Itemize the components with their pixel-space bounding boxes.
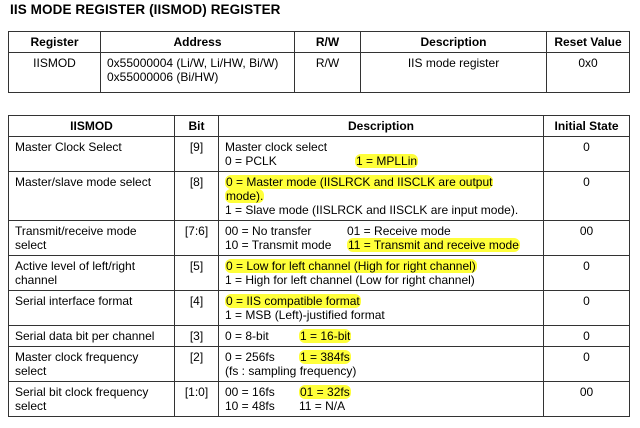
column-header: Description: [361, 32, 547, 53]
description-line: 1 = High for left channel (Low for right channel): [225, 273, 475, 287]
description-line: [225, 259, 537, 273]
option-text: 01 = Receive mode: [347, 224, 451, 238]
table-row: [9, 326, 630, 347]
highlighted-option: 0 = IIS compatible format: [226, 294, 360, 308]
column-header: Reset Value: [547, 32, 630, 53]
field-description: [219, 347, 544, 382]
field-name-line: select: [15, 399, 47, 413]
table-header-row: [9, 32, 630, 53]
table-header-row: [9, 116, 630, 137]
field-description: [219, 326, 544, 347]
field-bit: [3]: [175, 326, 219, 347]
field-name: [9, 221, 175, 256]
table-row: [9, 172, 630, 221]
field-bit: [5]: [175, 256, 219, 291]
description-line: Master clock select: [225, 140, 328, 154]
address-line: 0x55000004 (Li/W, Li/HW, Bi/W): [107, 56, 279, 70]
option-text: 0 = 8-bit: [225, 329, 269, 343]
field-name: [9, 256, 175, 291]
field-initial-state: 0: [544, 291, 630, 326]
field-name: Serial interface format: [9, 291, 175, 326]
highlighted-option: 01 = 32fs: [300, 385, 350, 399]
register-name: IISMOD: [9, 53, 101, 93]
field-bit: [8]: [175, 172, 219, 221]
option-text: 10 = 48fs: [225, 399, 275, 413]
highlighted-option: 0 = Master mode (IISLRCK and IISCLK are output: [226, 175, 493, 189]
page-title: IIS MODE REGISTER (IISMOD) REGISTER: [10, 2, 281, 17]
table-row: [9, 137, 630, 172]
field-name-line: Transmit/receive mode: [15, 224, 137, 238]
table-row: [9, 347, 630, 382]
description-line: [225, 154, 537, 168]
option-text: 0 = 256fs: [225, 350, 275, 364]
description-line: 1 = Slave mode (IISLRCK and IISCLK are input mode).: [225, 203, 519, 217]
field-initial-state: 0: [544, 172, 630, 221]
description-line: [225, 399, 537, 413]
description-line: [225, 175, 537, 189]
field-name: [9, 347, 175, 382]
field-name: Master/slave mode select: [9, 172, 175, 221]
field-initial-state: 0: [544, 137, 630, 172]
highlighted-option: 1 = MPLLin: [356, 154, 418, 168]
column-header: Address: [101, 32, 295, 53]
table-row: [9, 256, 630, 291]
address-line: 0x55000006 (Bi/HW): [107, 70, 219, 84]
description-line: [225, 294, 537, 308]
field-bit: [1:0]: [175, 382, 219, 417]
highlighted-option: mode).: [226, 189, 264, 203]
field-bit: [7:6]: [175, 221, 219, 256]
column-header: Register: [9, 32, 101, 53]
description-line: [225, 329, 537, 343]
field-initial-state: 0: [544, 347, 630, 382]
field-name-line: channel: [15, 273, 58, 287]
option-text: 10 = Transmit mode: [225, 238, 332, 252]
field-description: [219, 382, 544, 417]
column-header: Initial State: [544, 116, 630, 137]
register-summary-table: [8, 31, 630, 93]
column-header: IISMOD: [9, 116, 175, 137]
description-line: 1 = MSB (Left)-justified format: [225, 308, 385, 322]
description-line: [225, 224, 537, 238]
bit-field-table: [8, 115, 630, 417]
column-header: R/W: [295, 32, 361, 53]
field-initial-state: 00: [544, 221, 630, 256]
field-initial-state: 00: [544, 382, 630, 417]
description-line: [225, 385, 537, 399]
column-header: Description: [219, 116, 544, 137]
register-description: IIS mode register: [361, 53, 547, 93]
register-rw: R/W: [295, 53, 361, 93]
description-line: [225, 350, 537, 364]
table-row: [9, 291, 630, 326]
field-bit: [2]: [175, 347, 219, 382]
description-line: [225, 189, 537, 203]
field-name-line: select: [15, 238, 47, 252]
option-text: 11 = N/A: [299, 399, 346, 413]
table-row: [9, 382, 630, 417]
option-text: 00 = No transfer: [225, 224, 312, 238]
field-description: [219, 291, 544, 326]
option-text: 0 = PCLK: [225, 154, 277, 168]
register-reset-value: 0x0: [547, 53, 630, 93]
description-line: (fs : sampling frequency): [225, 364, 357, 378]
field-description: [219, 256, 544, 291]
field-name: [9, 382, 175, 417]
field-name-line: Active level of left/right: [15, 259, 136, 273]
field-name: Serial data bit per channel: [9, 326, 175, 347]
highlighted-option: 1 = 384fs: [300, 350, 350, 364]
table-row: [9, 53, 630, 93]
column-header: Bit: [175, 116, 219, 137]
table-row: [9, 221, 630, 256]
field-initial-state: 0: [544, 256, 630, 291]
highlighted-option: 1 = 16-bit: [300, 329, 351, 343]
field-bit: [9]: [175, 137, 219, 172]
highlighted-option: 0 = Low for left channel (High for right channel): [226, 259, 476, 273]
field-name-line: select: [15, 364, 47, 378]
field-description: [219, 137, 544, 172]
field-name: Master Clock Select: [9, 137, 175, 172]
field-description: [219, 221, 544, 256]
field-bit: [4]: [175, 291, 219, 326]
option-text: 00 = 16fs: [225, 385, 275, 399]
register-address: [101, 53, 295, 93]
field-initial-state: 0: [544, 326, 630, 347]
highlighted-option: 11 = Transmit and receive mode: [348, 238, 519, 252]
field-description: [219, 172, 544, 221]
field-name-line: Serial bit clock frequency: [15, 385, 149, 399]
description-line: [225, 238, 537, 252]
field-name-line: Master clock frequency: [15, 350, 139, 364]
